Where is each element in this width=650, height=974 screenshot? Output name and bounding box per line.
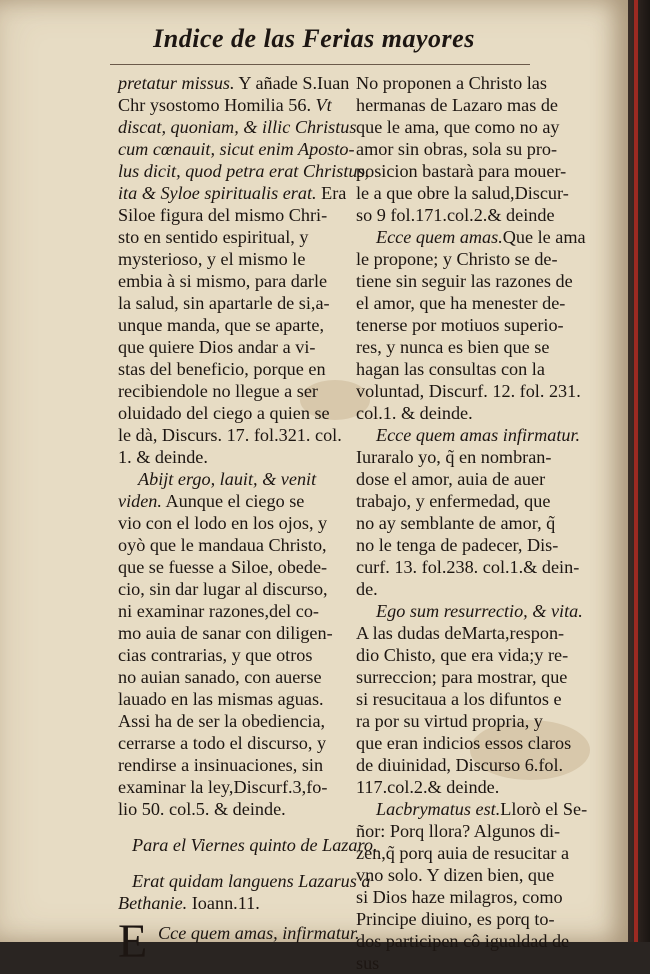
text-line	[356, 446, 590, 468]
text-segment: Chr ysostomo Homilia 56.	[118, 95, 316, 115]
text-line	[118, 490, 350, 512]
text-line	[356, 138, 590, 160]
text-line	[356, 688, 590, 710]
dropcap-text: Cce quem amas, infirmatur.	[158, 923, 360, 943]
text-line	[356, 754, 590, 776]
text-segment: sus	[356, 953, 380, 973]
latin-quote: viden.	[118, 491, 162, 511]
text-segment: zen,q̃ porq auia de resucitar a	[356, 843, 570, 863]
left-column	[118, 72, 378, 968]
text-line	[118, 754, 350, 776]
text-segment: tiene sin seguir las razones de	[356, 271, 573, 291]
header-rule	[110, 64, 530, 65]
text-segment: no ay semblante de amor, q̃	[356, 513, 556, 533]
text-segment: recibiendole no llegue a ser	[118, 381, 318, 401]
text-line	[356, 490, 590, 512]
text-segment: rendirse a insinuaciones, sin	[118, 755, 324, 775]
text-line	[118, 600, 350, 622]
text-segment: que le ama, que como no ay	[356, 117, 560, 137]
text-segment: de.	[356, 579, 378, 599]
right-column	[356, 72, 590, 974]
text-segment: so 9 fol.171.col.2.& deinde	[356, 205, 555, 225]
text-segment: Siloe figura del mismo Chri-	[118, 205, 328, 225]
text-line	[356, 710, 590, 732]
text-segment: le dà, Discurs. 17. fol.321. col.	[118, 425, 342, 445]
text-line	[356, 908, 590, 930]
text-segment: cio, sin dar lugar al discurso,	[118, 579, 328, 599]
text-segment: si Dios haze milagros, como	[356, 887, 563, 907]
text-line	[118, 94, 350, 116]
text-line	[118, 776, 350, 798]
text-line	[118, 798, 350, 820]
text-line	[356, 842, 590, 864]
text-segment: la salud, sin apartarle de si,a-	[118, 293, 330, 313]
text-line	[118, 666, 350, 688]
text-line	[356, 160, 590, 182]
text-line	[118, 204, 350, 226]
text-segment: tenerse por motiuos superio-	[356, 315, 564, 335]
epigraph-line	[118, 870, 371, 892]
text-segment: le propone; y Christo se de-	[356, 249, 558, 269]
text-segment: ñor: Porq llora? Algunos di-	[356, 821, 561, 841]
text-segment: que se fuesse a Siloe, obede-	[118, 557, 328, 577]
text-segment: ra por su virtud propria, y	[356, 711, 543, 731]
text-line	[118, 226, 350, 248]
text-line	[356, 402, 590, 424]
text-segment: amor sin obras, sola su pro-	[356, 139, 558, 159]
text-line	[356, 248, 590, 270]
text-line	[356, 864, 590, 886]
text-segment: dos participen cô igualdad de	[356, 931, 570, 951]
text-line	[356, 556, 590, 578]
text-segment: examinar la ley,Discurf.3,fo-	[118, 777, 328, 797]
latin-quote: Vt	[315, 95, 332, 115]
text-segment: oyò que le mandaua Christo,	[118, 535, 327, 555]
text-line	[356, 226, 590, 248]
text-line	[118, 336, 350, 358]
text-line	[356, 600, 590, 622]
text-segment: dio Chisto, que era vida;y re-	[356, 645, 569, 665]
latin-quote: Erat quidam languens Lazarus a	[132, 871, 371, 891]
text-segment: 1. & deinde.	[118, 447, 208, 467]
text-segment: el amor, que ha menester de-	[356, 293, 566, 313]
text-line	[356, 336, 590, 358]
text-segment: ni examinar razones,del co-	[118, 601, 319, 621]
text-segment: mysterioso, y el mismo le	[118, 249, 306, 269]
text-segment: Assi ha de ser la obediencia,	[118, 711, 326, 731]
latin-quote: Ego sum resurrectio, & vita.	[376, 601, 583, 621]
text-segment: Llorò el Se-	[500, 799, 588, 819]
text-segment: res, y nunca es bien que se	[356, 337, 550, 357]
spacer	[118, 856, 350, 870]
text-line	[356, 204, 590, 226]
latin-quote: cum cœnauit, sicut enim Aposto-	[118, 139, 355, 159]
latin-quote: Lacbrymatus est.	[376, 799, 501, 819]
text-line	[118, 468, 350, 490]
text-line	[118, 512, 350, 534]
text-segment: trabajo, y enfermedad, que	[356, 491, 551, 511]
text-line	[356, 578, 590, 600]
text-segment: embia à si mismo, para darle	[118, 271, 328, 291]
text-line	[118, 358, 350, 380]
text-segment: cerrarse a todo el discurso, y	[118, 733, 327, 753]
text-segment: Aunque el ciego se	[161, 491, 305, 511]
text-segment: A las dudas deMarta,respon-	[356, 623, 565, 643]
text-line	[118, 688, 350, 710]
text-line	[118, 72, 350, 94]
epigraph-line	[118, 892, 350, 914]
text-line	[118, 138, 355, 160]
binding-strip	[634, 0, 638, 942]
text-line	[356, 94, 590, 116]
text-line	[118, 534, 350, 556]
text-line	[356, 622, 590, 644]
spacer	[118, 820, 350, 834]
text-line	[356, 292, 590, 314]
text-line	[356, 380, 590, 402]
text-line	[356, 644, 590, 666]
latin-quote: discat, quoniam, & illic Christus	[118, 117, 357, 137]
text-line	[118, 446, 350, 468]
text-segment: si resucitaua a los difuntos e	[356, 689, 562, 709]
text-line	[118, 380, 350, 402]
text-segment: le a que obre la salud,Discur-	[356, 183, 569, 203]
text-line	[118, 116, 357, 138]
latin-quote: Bethanie.	[118, 893, 188, 913]
text-segment: voluntad, Discurf. 12. fol. 231.	[356, 381, 581, 401]
text-segment: vio con el lodo en los ojos, y	[118, 513, 328, 533]
text-segment: cias contrarias, y que otros	[118, 645, 313, 665]
text-line	[118, 424, 350, 446]
text-line	[118, 644, 350, 666]
text-segment: Era	[316, 183, 347, 203]
text-line	[118, 556, 350, 578]
text-segment: dose el amor, auia de auer	[356, 469, 546, 489]
text-segment: Que le ama	[502, 227, 586, 247]
text-line	[118, 402, 350, 424]
text-line	[356, 424, 590, 446]
drop-cap: E	[118, 915, 148, 968]
text-segment: lauado en las mismas aguas.	[118, 689, 324, 709]
text-segment: Ioann.11.	[187, 893, 260, 913]
page-edge	[628, 0, 650, 942]
text-segment: no le tenga de padecer, Dis-	[356, 535, 559, 555]
text-segment: unque manda, que se aparte,	[118, 315, 325, 335]
text-line	[356, 358, 590, 380]
dropcap-paragraph	[118, 915, 360, 968]
text-segment: oluidado del ciego a quien se	[118, 403, 330, 423]
text-line	[356, 116, 590, 138]
text-segment: hermanas de Lazaro mas de	[356, 95, 558, 115]
text-line	[356, 952, 590, 974]
text-line	[356, 798, 590, 820]
text-line	[118, 710, 350, 732]
text-line	[356, 314, 590, 336]
text-line	[118, 248, 350, 270]
text-line	[118, 732, 350, 754]
text-segment: mo auia de sanar con diligen-	[118, 623, 333, 643]
text-segment: 117.col.2.& deinde.	[356, 777, 500, 797]
text-line	[356, 468, 590, 490]
text-line	[356, 732, 590, 754]
text-line	[356, 72, 590, 94]
text-segment: Principe diuino, es porq to-	[356, 909, 555, 929]
text-line	[118, 578, 350, 600]
latin-quote: ita & Syloe spiritualis erat.	[118, 183, 317, 203]
latin-quote: pretatur missus.	[118, 73, 235, 93]
text-segment: col.1. & deinde.	[356, 403, 473, 423]
text-segment: surreccion; para mostrar, que	[356, 667, 568, 687]
text-line	[356, 776, 590, 798]
text-segment: de diuinidad, Discurso 6.fol.	[356, 755, 564, 775]
text-segment: No proponen a Christo las	[356, 73, 547, 93]
text-line	[356, 182, 590, 204]
text-line	[118, 182, 350, 204]
text-line	[356, 270, 590, 292]
text-segment: stas del beneficio, porque en	[118, 359, 326, 379]
text-segment: que quiere Dios andar a vi-	[118, 337, 316, 357]
text-segment: posicion bastarà para mouer-	[356, 161, 567, 181]
text-line	[356, 534, 590, 556]
text-segment: que eran indicios essos claros	[356, 733, 572, 753]
text-segment: no auian sanado, con auerse	[118, 667, 322, 687]
text-segment: Y añade S.Iuan	[234, 73, 350, 93]
text-segment: vno solo. Y dizen bien, que	[356, 865, 555, 885]
text-line	[356, 820, 590, 842]
text-line	[118, 160, 370, 182]
latin-quote: Abijt ergo, lauit, & venit	[138, 469, 317, 489]
text-segment: lio 50. col.5. & deinde.	[118, 799, 286, 819]
text-segment: curf. 13. fol.238. col.1.& dein-	[356, 557, 580, 577]
text-line	[118, 270, 350, 292]
latin-quote: Ecce quem amas infirmatur.	[376, 425, 581, 445]
latin-quote: Ecce quem amas.	[376, 227, 503, 247]
text-line	[356, 512, 590, 534]
section-heading: Para el Viernes quinto de Lazaro.	[132, 835, 378, 855]
text-segment: Iuraralo yo, q̃ en nombran-	[356, 447, 552, 467]
text-segment: sto en sentido espiritual, y	[118, 227, 309, 247]
text-line	[356, 666, 590, 688]
running-head: Indice de las Ferias mayores	[153, 24, 475, 53]
text-line	[118, 622, 350, 644]
text-line	[118, 314, 350, 336]
text-line	[118, 292, 350, 314]
text-line	[356, 930, 590, 952]
latin-quote: lus dicit, quod petra erat Christus,	[118, 161, 370, 181]
text-segment: hagan las consultas con la	[356, 359, 545, 379]
text-line	[356, 886, 590, 908]
